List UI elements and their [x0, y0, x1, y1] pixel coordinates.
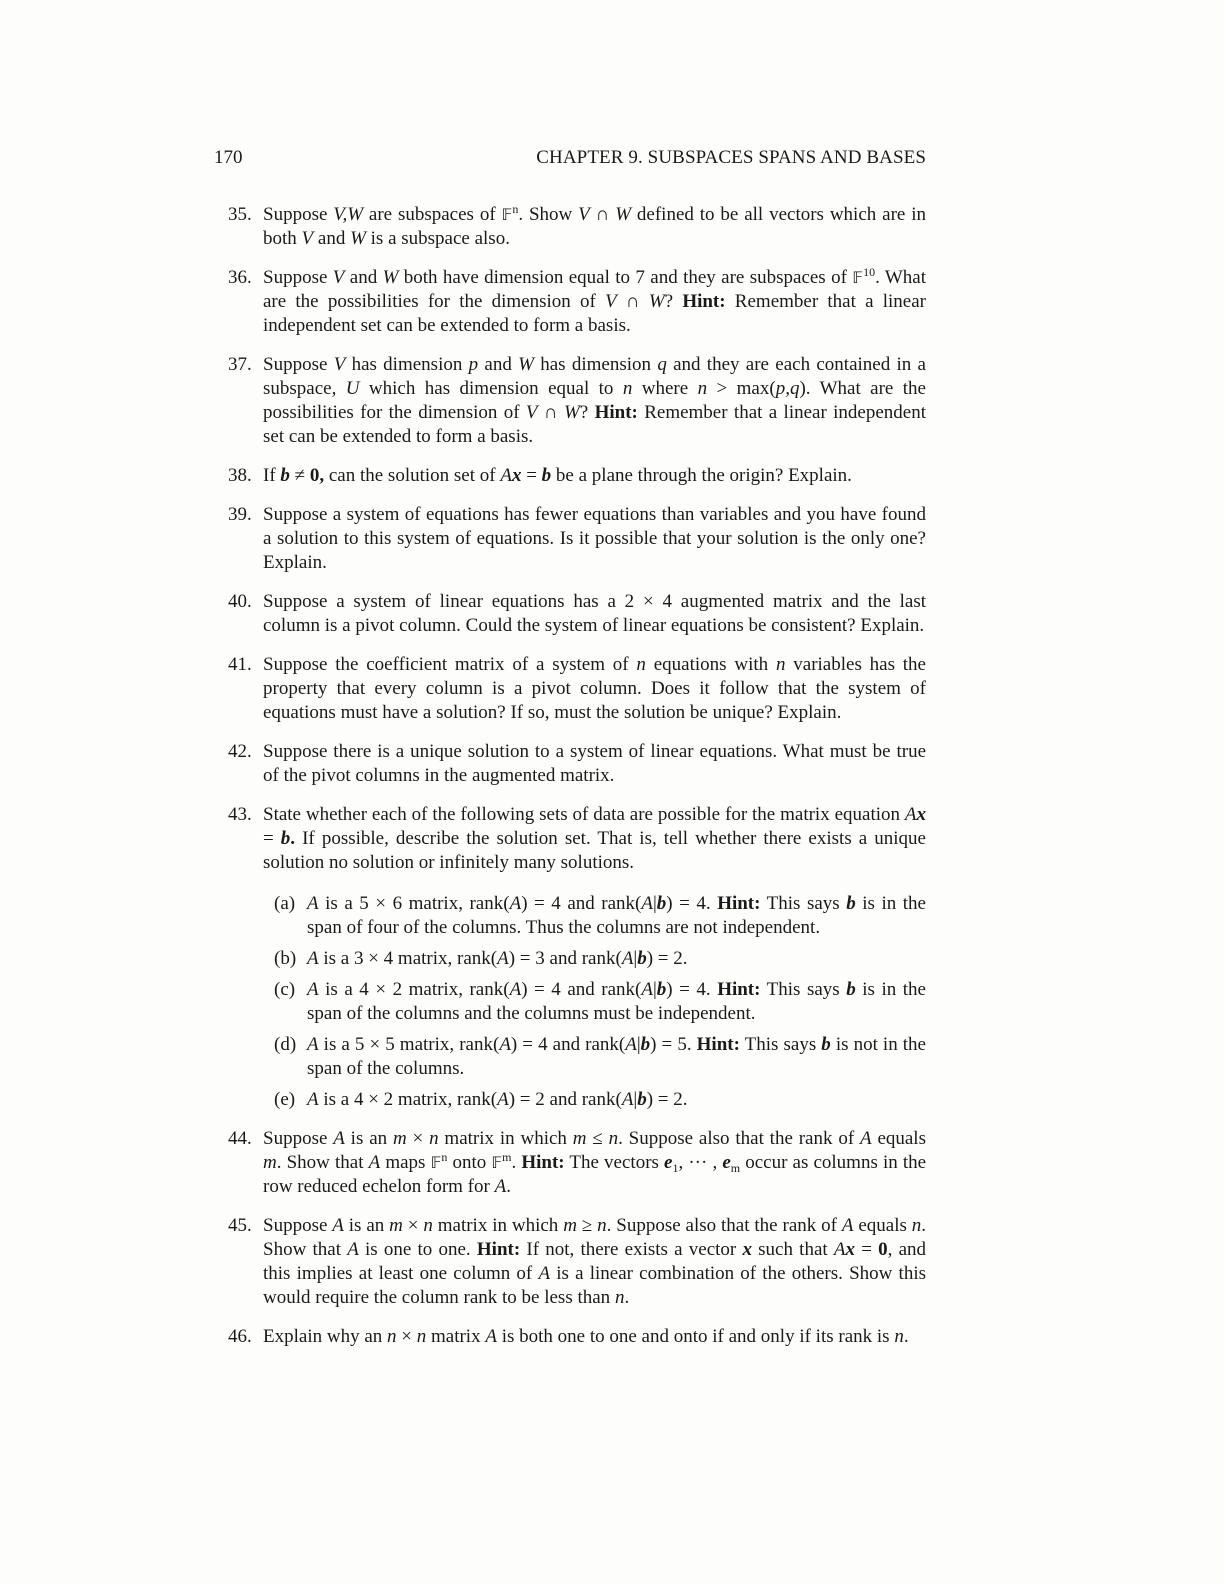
math-symbol: b [280, 465, 290, 486]
text-run: ) = 4 and rank( [521, 979, 642, 1000]
math-symbol: n [622, 378, 633, 399]
math-symbol: V [605, 291, 617, 312]
math-symbol: q [657, 354, 667, 375]
math-symbol: m [563, 1215, 577, 1236]
text-run: Suppose [263, 267, 333, 288]
math-symbol: b [637, 948, 647, 969]
sub-problem-text [307, 1034, 926, 1079]
text-run: | [633, 948, 638, 969]
math-symbol: W [563, 402, 580, 423]
math-symbol: n [911, 1215, 922, 1236]
math-symbol: A [497, 1089, 509, 1110]
problem-item [228, 353, 926, 449]
text-run: . [506, 1176, 511, 1197]
math-symbol: m [263, 1152, 277, 1173]
math-symbol: b [846, 979, 856, 1000]
math-symbol: p [468, 354, 479, 375]
text-run: and [313, 228, 351, 249]
math-symbol: V [525, 402, 538, 423]
math-symbol: A [307, 893, 319, 914]
math-symbol: m [389, 1215, 403, 1236]
text-run: Remember that a linear independent set can be extended to form a basis. [263, 402, 927, 447]
problem-text [263, 590, 926, 638]
text-run: | [633, 1089, 638, 1110]
math-symbol: e [722, 1152, 731, 1173]
math-symbol: n [894, 1326, 904, 1347]
math-symbol: A [307, 979, 319, 1000]
text-run: Suppose a system of linear equations has a 2 × 4 augmented matrix and the last column is a pivot column. Could the system of linear equations be consistent? Explain. [263, 591, 926, 636]
math-symbol: b [656, 893, 667, 914]
text-run: equals [853, 1215, 912, 1236]
text-run: can the solution set of [324, 465, 501, 486]
text-run: ). What are the possibilities for the dimension of [263, 378, 926, 423]
sub-problem-item [274, 1088, 926, 1112]
problem-item [228, 803, 926, 1112]
math-symbol: A [509, 893, 522, 914]
math-symbol: W [518, 354, 534, 375]
text-run: ∩ [537, 402, 564, 423]
problem-text [263, 266, 926, 338]
text-run: > max( [707, 378, 776, 399]
problem-item [228, 740, 926, 788]
sub-problem-label: (d) [274, 1034, 297, 1055]
math-symbol: e [664, 1152, 673, 1173]
text-run: are subspaces of [363, 204, 502, 225]
text-run: ) = 4 and rank( [510, 1034, 626, 1055]
math-symbol: A [499, 1034, 511, 1055]
math-symbol: A [494, 1176, 507, 1197]
text-run: Suppose [263, 354, 334, 375]
math-symbol: W [615, 204, 632, 225]
text-run: Suppose a system of equations has fewer equations than variables and you have found a solution to this system of equations. Is it possible that your solution is the only one? Explain. [263, 504, 926, 573]
text-run: , and this implies at least one column of [263, 1239, 926, 1284]
text-run: both have dimension equal to 7 and they are subspaces of [398, 267, 853, 288]
problem-item [228, 1325, 926, 1349]
math-symbol: m [502, 1150, 512, 1164]
math-symbol: x [511, 465, 522, 486]
text-run: = [521, 465, 542, 486]
problem-item [228, 266, 926, 338]
text-run: If [263, 465, 281, 486]
bold-text: Hint: [717, 893, 761, 914]
math-symbol: A [904, 804, 917, 825]
math-symbol: U [345, 378, 360, 399]
math-symbol: b [637, 1089, 647, 1110]
math-symbol: n [597, 1215, 607, 1236]
text-run: matrix in which [432, 1215, 564, 1236]
text-run: ) = 4. [666, 979, 718, 1000]
bold-text: . [290, 828, 296, 849]
text-run: is in the span of the columns and the columns must be independent. [307, 979, 926, 1024]
math-symbol: A [485, 1326, 497, 1347]
math-symbol: W [648, 291, 665, 312]
problem-number: 43. [228, 804, 252, 825]
text-run: is both one to one and onto if and only if its rank is [496, 1326, 895, 1347]
problem-number: 38. [228, 465, 252, 486]
text-run: defined to be all vectors which are in both [263, 204, 926, 249]
math-symbol: A [307, 948, 319, 969]
math-symbol: A [841, 1215, 854, 1236]
math-symbol: 1 [672, 1161, 679, 1175]
math-symbol: n [387, 1326, 397, 1347]
text-run: is a 4 × 2 matrix, rank( [318, 979, 510, 1000]
problem-text [263, 503, 926, 575]
math-symbol: x [845, 1239, 855, 1260]
bold-text: Hint: [696, 1034, 740, 1055]
text-run: equations with [645, 654, 776, 675]
problem-number: 40. [228, 591, 252, 612]
text-run: ) = 4. [666, 893, 718, 914]
sub-problem-item [274, 947, 926, 971]
math-symbol: A [621, 948, 634, 969]
math-symbol: n [429, 1128, 439, 1149]
text-run: = [854, 1239, 879, 1260]
problem-item [228, 653, 926, 725]
math-symbol: A [333, 1128, 345, 1149]
math-symbol: m [730, 1161, 741, 1175]
math-symbol: V [332, 267, 345, 288]
math-symbol: A [509, 979, 522, 1000]
text-run: equals [871, 1128, 926, 1149]
text-run: is an [343, 1215, 390, 1236]
math-symbol: V,W [333, 204, 364, 225]
math-symbol: V [301, 228, 314, 249]
bold-text: Hint: [594, 402, 638, 423]
math-symbol: V [578, 204, 590, 225]
problem-item [228, 464, 926, 488]
text-run: and they are each contained in a subspace, [263, 354, 926, 399]
math-symbol: n [636, 654, 646, 675]
math-symbol: W [382, 267, 399, 288]
text-run: ∩ [616, 291, 649, 312]
problem-number: 39. [228, 504, 252, 525]
text-run: . Show [518, 204, 579, 225]
math-symbol: n [423, 1215, 433, 1236]
text-run: ? [579, 402, 595, 423]
problem-number: 35. [228, 204, 252, 225]
text-run: State whether each of the following sets of data are possible for the matrix equation [263, 804, 905, 825]
math-symbol: n [608, 1128, 619, 1149]
text-run: such that [751, 1239, 834, 1260]
problem-item [228, 1214, 926, 1310]
text-run: is a 5 × 5 matrix, rank( [318, 1034, 500, 1055]
text-run: . Show that [263, 1215, 927, 1260]
text-run: is a 3 × 4 matrix, rank( [318, 948, 498, 969]
sub-problem-text [307, 1089, 688, 1110]
text-run: is one to one. [358, 1239, 477, 1260]
bold-text: Hint: [476, 1239, 521, 1260]
text-run: and [344, 267, 383, 288]
bold-text: 0 [878, 1239, 888, 1260]
text-run: matrix in which [438, 1128, 573, 1149]
sub-problem-label: (e) [274, 1089, 296, 1110]
math-symbol: m [572, 1128, 587, 1149]
text-run: ) = 2. [646, 948, 688, 969]
math-symbol: b [821, 1034, 831, 1055]
text-run: where [632, 378, 698, 399]
math-symbol: A [641, 893, 653, 914]
math-symbol: m [392, 1128, 407, 1149]
math-symbol: x [916, 804, 926, 825]
math-symbol: A [625, 1034, 637, 1055]
sub-problem-item [274, 1033, 926, 1081]
problem-text [263, 740, 926, 788]
page-header [214, 147, 926, 173]
bold-text: 0, [309, 465, 325, 486]
text-run: Remember that a linear independent set can be extended to form a basis. [263, 291, 926, 336]
sub-problem-text [307, 979, 926, 1024]
text-run: Explain why an [263, 1326, 388, 1347]
text-run: and [478, 354, 519, 375]
text-run: ) = 3 and rank( [508, 948, 622, 969]
math-symbol: b [280, 828, 291, 849]
math-symbol: A [621, 1089, 634, 1110]
text-run: ≥ [576, 1215, 598, 1236]
text-run: | [652, 893, 657, 914]
text-run: ) = 2. [646, 1089, 688, 1110]
text-run: If not, there exists a vector [520, 1239, 743, 1260]
bold-text: Hint: [521, 1152, 565, 1173]
sub-problem-text [307, 948, 688, 969]
math-symbol: A [497, 948, 509, 969]
problem-item [228, 1127, 926, 1199]
text-run: ? [664, 291, 683, 312]
math-symbol: p,q [775, 378, 800, 399]
text-run: Suppose there is a unique solution to a system of linear equations. What must be true of the pivot columns in the augmented matrix. [263, 741, 926, 786]
problem-text [263, 653, 926, 725]
text-run: . Suppose also that the rank of [618, 1128, 860, 1149]
sub-problem-list [274, 892, 926, 1112]
math-symbol: A [368, 1152, 381, 1173]
math-symbol: b [640, 1034, 651, 1055]
chapter-title: CHAPTER 9. SUBSPACES SPANS AND BASES [536, 147, 926, 168]
problem-text [263, 1127, 926, 1199]
problem-number: 36. [228, 267, 252, 288]
text-run: is in the span of four of the columns. Thus the columns are not independent. [307, 893, 926, 938]
math-symbol: n [775, 654, 786, 675]
math-symbol: A [332, 1215, 344, 1236]
problem-text [263, 1214, 926, 1310]
problem-number: 44. [228, 1128, 252, 1149]
text-run: If possible, describe the solution set. That is, tell whether there exists a unique solution no solution or infinitely many solutions. [263, 828, 926, 873]
text-run: . Show that [276, 1152, 369, 1173]
text-run: is not in the span of the columns. [307, 1034, 926, 1079]
page-number: 170 [214, 147, 243, 168]
text-run: onto [447, 1152, 492, 1173]
text-run: ) = 4 and rank( [521, 893, 642, 914]
bold-text: Hint: [717, 979, 761, 1000]
text-run: is a linear combination of the others. Show this would require the column rank to be less than [263, 1263, 926, 1308]
math-symbol: 𝔽 [491, 1153, 503, 1172]
problem-text [263, 203, 926, 251]
text-run: . Suppose also that the rank of [606, 1215, 842, 1236]
problem-number: 41. [228, 654, 252, 675]
text-run: has dimension [533, 354, 658, 375]
math-symbol: b [846, 893, 856, 914]
text-run: × [396, 1326, 417, 1347]
problem-item [228, 590, 926, 638]
text-run: Suppose the coefficient matrix of a system of [263, 654, 637, 675]
problem-number: 46. [228, 1326, 252, 1347]
text-run: The vectors [564, 1152, 665, 1173]
text-run: ∩ [589, 204, 616, 225]
text-run: | [652, 979, 657, 1000]
problem-text [263, 803, 926, 875]
text-run: is an [344, 1128, 393, 1149]
math-symbol: x [742, 1239, 752, 1260]
math-symbol: b [541, 465, 552, 486]
text-run: has dimension [345, 354, 469, 375]
math-symbol: A [307, 1034, 319, 1055]
sub-problem-item [274, 978, 926, 1026]
text-run: . [624, 1287, 630, 1308]
text-run: ≤ [586, 1128, 609, 1149]
sub-problem-text [307, 893, 926, 938]
text-run: This says [739, 1034, 822, 1055]
problem-number: 37. [228, 354, 252, 375]
text-run: occur as columns in the row reduced echelon form for [263, 1152, 927, 1197]
sub-problem-label: (b) [274, 948, 297, 969]
math-symbol: 𝔽 [430, 1153, 442, 1172]
text-run: | [636, 1034, 641, 1055]
problem-item [228, 503, 926, 575]
problem-number: 42. [228, 741, 252, 762]
sub-problem-item [274, 892, 926, 940]
math-symbol: n [697, 378, 708, 399]
math-symbol: A [538, 1263, 551, 1284]
problem-item [228, 203, 926, 251]
math-symbol: A [307, 1089, 319, 1110]
text-run: = [263, 828, 281, 849]
math-symbol: V [333, 354, 346, 375]
math-symbol: W [350, 228, 366, 249]
text-run: This says [760, 979, 847, 1000]
text-run: This says [760, 893, 847, 914]
math-symbol: A [641, 979, 653, 1000]
text-run: variables has the property that every column is a pivot column. Does it follow that the system of equations must have a solution? If so, must the solution be unique? Explain. [263, 654, 926, 723]
problem-text [263, 1325, 926, 1349]
math-symbol: A [860, 1128, 872, 1149]
text-run: Suppose [263, 1128, 334, 1149]
bold-text: Hint: [682, 291, 726, 312]
math-symbol: A [500, 465, 512, 486]
text-run: . What are the possibilities for the dimension of [263, 267, 926, 312]
math-symbol: 𝔽 [501, 205, 513, 224]
sub-problem-label: (a) [274, 893, 296, 914]
problem-text [263, 353, 926, 449]
math-symbol: n [614, 1287, 625, 1308]
sub-problem-label: (c) [274, 979, 296, 1000]
text-run: is a 5 × 6 matrix, rank( [318, 893, 510, 914]
math-symbol: 10 [863, 265, 876, 279]
text-run: be a plane through the origin? Explain. [551, 465, 852, 486]
text-run: ≠ [289, 465, 310, 486]
math-symbol: b [656, 979, 667, 1000]
math-symbol: n [441, 1150, 448, 1164]
math-symbol: 𝔽 [852, 268, 864, 287]
problem-text [263, 464, 926, 488]
text-run: which has dimension equal to [359, 378, 623, 399]
text-run: , ··· , [678, 1152, 723, 1173]
text-run: Suppose [263, 1215, 333, 1236]
math-symbol: n [512, 202, 519, 216]
text-run: matrix [426, 1326, 486, 1347]
math-symbol: A [347, 1239, 359, 1260]
text-run: × [402, 1215, 424, 1236]
text-run: . [903, 1326, 909, 1347]
math-symbol: n [416, 1326, 427, 1347]
text-run: . [511, 1152, 522, 1173]
text-run: ) = 5. [650, 1034, 697, 1055]
text-run: ) = 2 and rank( [508, 1089, 622, 1110]
text-run: × [406, 1128, 430, 1149]
text-run: is a 4 × 2 matrix, rank( [318, 1089, 498, 1110]
problem-list [228, 203, 926, 1364]
text-run: Suppose [263, 204, 334, 225]
text-run: is a subspace also. [365, 228, 510, 249]
problem-number: 45. [228, 1215, 252, 1236]
text-run: maps [380, 1152, 431, 1173]
math-symbol: A [833, 1239, 846, 1260]
